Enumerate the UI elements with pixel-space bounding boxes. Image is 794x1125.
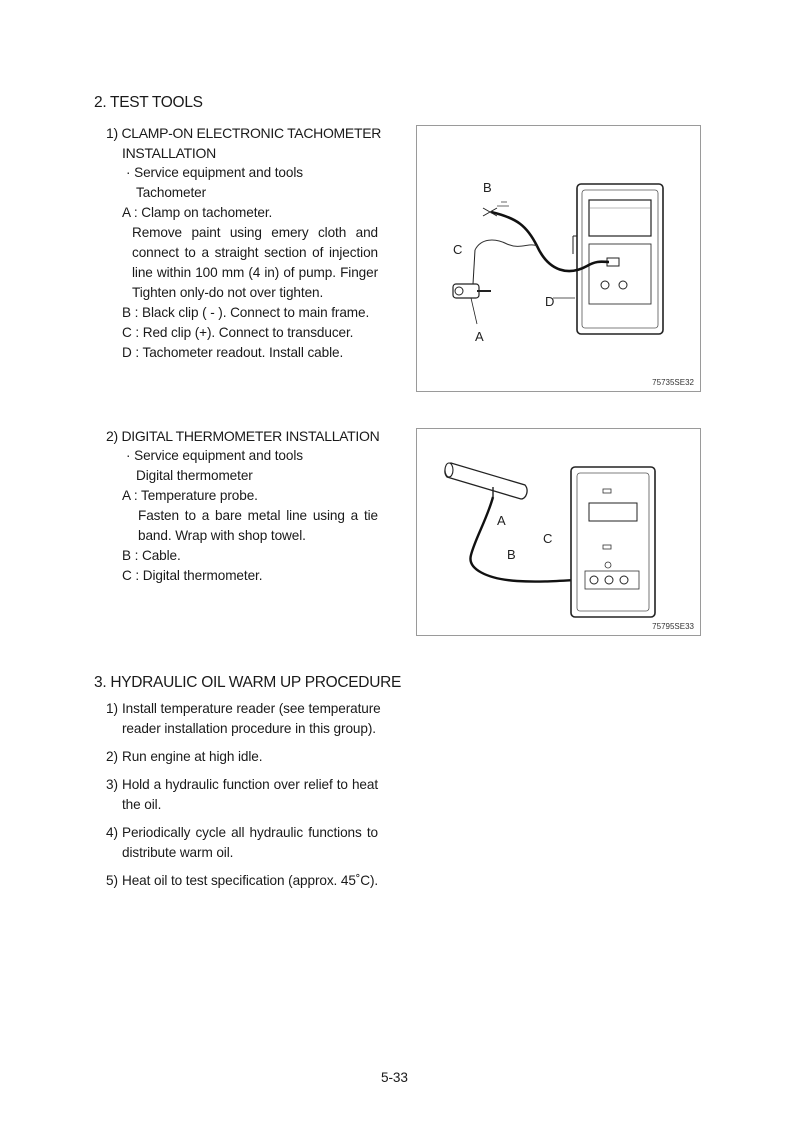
- item-1-heading-line2: INSTALLATION: [122, 145, 216, 161]
- section-2-title: 2. TEST TOOLS: [94, 94, 203, 111]
- step-4-text-line1: Periodically cycle all hydraulic functions to: [122, 825, 378, 840]
- tachometer-label-b: B: [483, 180, 492, 195]
- thermometer-figure: [416, 428, 701, 636]
- item-1-heading-line1: 1) CLAMP-ON ELECTRONIC TACHOMETER: [106, 125, 382, 141]
- step-3-text-line2: the oil.: [122, 797, 162, 812]
- item-2-heading: 2) DIGITAL THERMOMETER INSTALLATION: [106, 428, 380, 444]
- item-2-part-a-desc-2: band. Wrap with shop towel.: [138, 528, 306, 543]
- thermometer-label-b: B: [507, 547, 516, 562]
- thermometer-illustration: [417, 429, 700, 635]
- step-4-text-line2: distribute warm oil.: [122, 845, 234, 860]
- step-3-number: 3): [106, 777, 118, 792]
- item-1-part-b: B : Black clip ( - ). Connect to main frame.: [122, 305, 370, 320]
- tachometer-figure-code: 75735SE32: [652, 378, 694, 387]
- section-3-title: 3. HYDRAULIC OIL WARM UP PROCEDURE: [94, 674, 402, 691]
- step-5-number: 5): [106, 873, 118, 888]
- tachometer-label-a: A: [475, 329, 484, 344]
- page-number: 5-33: [381, 1070, 408, 1085]
- tachometer-label-c: C: [453, 242, 463, 257]
- item-1-part-a-desc-2: connect to a straight section of injection: [132, 245, 378, 260]
- item-1-part-a-desc-4: Tighten only-do not over tighten.: [132, 285, 324, 300]
- item-1-part-a-desc-1: Remove paint using emery cloth and: [132, 225, 378, 240]
- item-1-part-a-desc-3: line within 100 mm (4 in) of pump. Finger: [132, 265, 378, 280]
- tachometer-figure: [416, 125, 701, 392]
- thermometer-label-c: C: [543, 531, 553, 546]
- thermometer-figure-code: 75795SE33: [652, 622, 694, 631]
- step-4-number: 4): [106, 825, 118, 840]
- item-2-part-c: C : Digital thermometer.: [122, 568, 263, 583]
- item-2-tools-bullet: · Service equipment and tools: [126, 448, 303, 463]
- step-1-number: 1): [106, 701, 118, 716]
- step-2-number: 2): [106, 749, 118, 764]
- item-2-part-a: A : Temperature probe.: [122, 488, 258, 503]
- step-1-text-line1: Install temperature reader (see temperature: [122, 701, 381, 716]
- tachometer-label-d: D: [545, 294, 555, 309]
- item-2-tools-name: Digital thermometer: [136, 468, 253, 483]
- thermometer-label-a: A: [497, 513, 506, 528]
- item-1-part-a: A : Clamp on tachometer.: [122, 205, 273, 220]
- step-2-text-line1: Run engine at high idle.: [122, 749, 263, 764]
- item-1-tools-bullet: · Service equipment and tools: [126, 165, 303, 180]
- item-2-part-a-desc-1: Fasten to a bare metal line using a tie: [138, 508, 378, 523]
- item-2-part-b: B : Cable.: [122, 548, 181, 563]
- item-1-part-d: D : Tachometer readout. Install cable.: [122, 345, 344, 360]
- step-5-text-line1: Heat oil to test specification (approx. 45˚C).: [122, 873, 379, 888]
- step-1-text-line2: reader installation procedure in this group).: [122, 721, 376, 736]
- tachometer-illustration: [417, 126, 700, 391]
- item-1-tools-name: Tachometer: [136, 185, 207, 200]
- step-3-text-line1: Hold a hydraulic function over relief to heat: [122, 777, 378, 792]
- item-1-part-c: C : Red clip (+). Connect to transducer.: [122, 325, 354, 340]
